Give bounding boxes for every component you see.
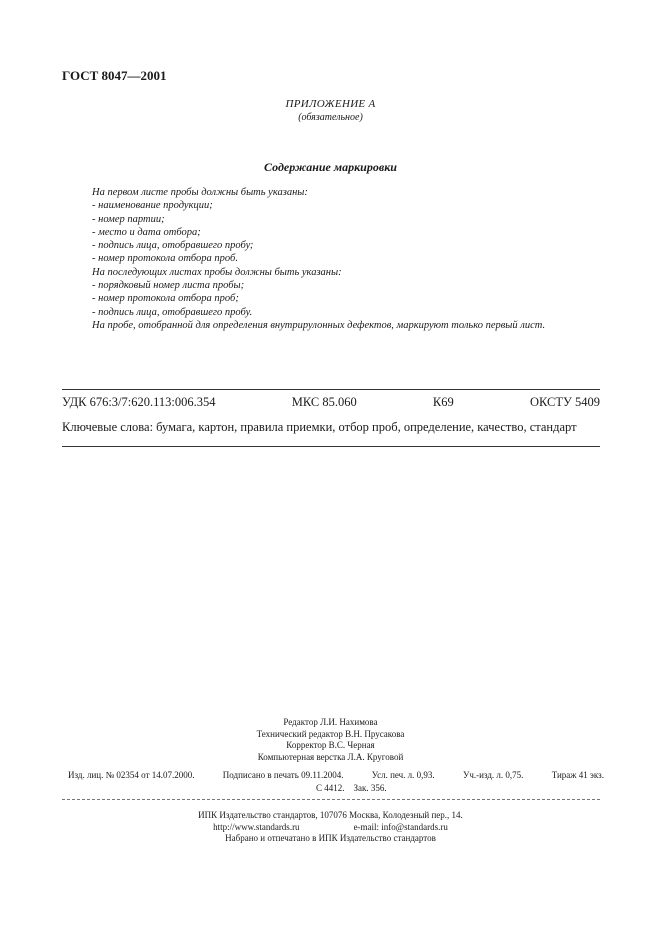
body-line: - наименование продукции;: [92, 200, 213, 212]
footer-address: ИПК Издательство стандартов, 107076 Москва, Колодезный пер., 14.: [198, 810, 463, 820]
top-rule: [62, 389, 600, 390]
body-line: На последующих листах пробы должны быть указаны:: [92, 266, 342, 278]
section-title: Содержание маркировки: [264, 160, 397, 174]
body-line: На пробе, отобранной для определения внутрирулонных дефектов, маркируют только первый лист.: [92, 319, 546, 331]
mks-code: МКС 85.060: [291, 395, 357, 409]
body-text: [92, 186, 545, 332]
body-line: - номер протокола отбора проб;: [92, 293, 239, 305]
publication-info: [68, 769, 604, 795]
footer-printed: Набрано и отпечатано в ИПК Издательство стандартов: [225, 833, 436, 843]
imprint-editor: Редактор Л.И. Нахимова: [283, 717, 378, 727]
dashed-divider: [62, 799, 600, 800]
k-code: К69: [432, 395, 454, 409]
publication-pub-sheets: Уч.-изд. л. 0,75.: [462, 770, 524, 780]
publication-order-c: С 4412.: [316, 783, 345, 793]
publication-signed: Подписано в печать 09.11.2004.: [222, 770, 344, 780]
okstu-code: ОКСТУ 5409: [529, 395, 600, 409]
appendix-note: (обязательное): [298, 112, 363, 123]
footer-email[interactable]: e-mail: info@standards.ru: [353, 821, 448, 832]
imprint-tech-editor: Технический редактор В.Н. Прусакова: [256, 728, 405, 739]
body-line: На первом листе пробы должны быть указаны:: [92, 187, 308, 198]
publication-circulation: Тираж 41 экз.: [551, 770, 604, 780]
udk-code: УДК 676:3/7:620.113:006.354: [62, 395, 216, 409]
bottom-rule: [62, 446, 600, 447]
body-line: - подпись лица, отобравшего пробу.: [92, 306, 253, 318]
body-line: - порядковый номер листа пробы;: [92, 280, 245, 292]
imprint-corrector: Корректор В.С. Черная: [286, 740, 375, 750]
publication-order: Зак. 356.: [353, 783, 387, 793]
body-line: - номер протокола отбора проб.: [92, 253, 238, 265]
publication-print-sheets: Усл. печ. л. 0,93.: [371, 770, 435, 780]
classification-row: [62, 395, 600, 410]
body-line: - место и дата отбора;: [92, 226, 201, 238]
body-line: - подпись лица, отобравшего пробу;: [92, 240, 254, 252]
footer: [0, 810, 661, 845]
document-id: ГОСТ 8047—2001: [62, 68, 167, 83]
imprint-layout: Компьютерная верстка Л.А. Круговой: [257, 751, 404, 762]
body-line: - номер партии;: [92, 213, 165, 225]
appendix-title: ПРИЛОЖЕНИЕ А: [285, 98, 376, 110]
keywords: Ключевые слова: бумага, картон, правила приемки, отбор проб, определение, качество, стандарт: [62, 420, 577, 434]
imprint: [0, 717, 661, 763]
footer-website[interactable]: http://www.standards.ru: [213, 821, 300, 832]
publication-license: Изд. лиц. № 02354 от 14.07.2000.: [68, 770, 195, 780]
